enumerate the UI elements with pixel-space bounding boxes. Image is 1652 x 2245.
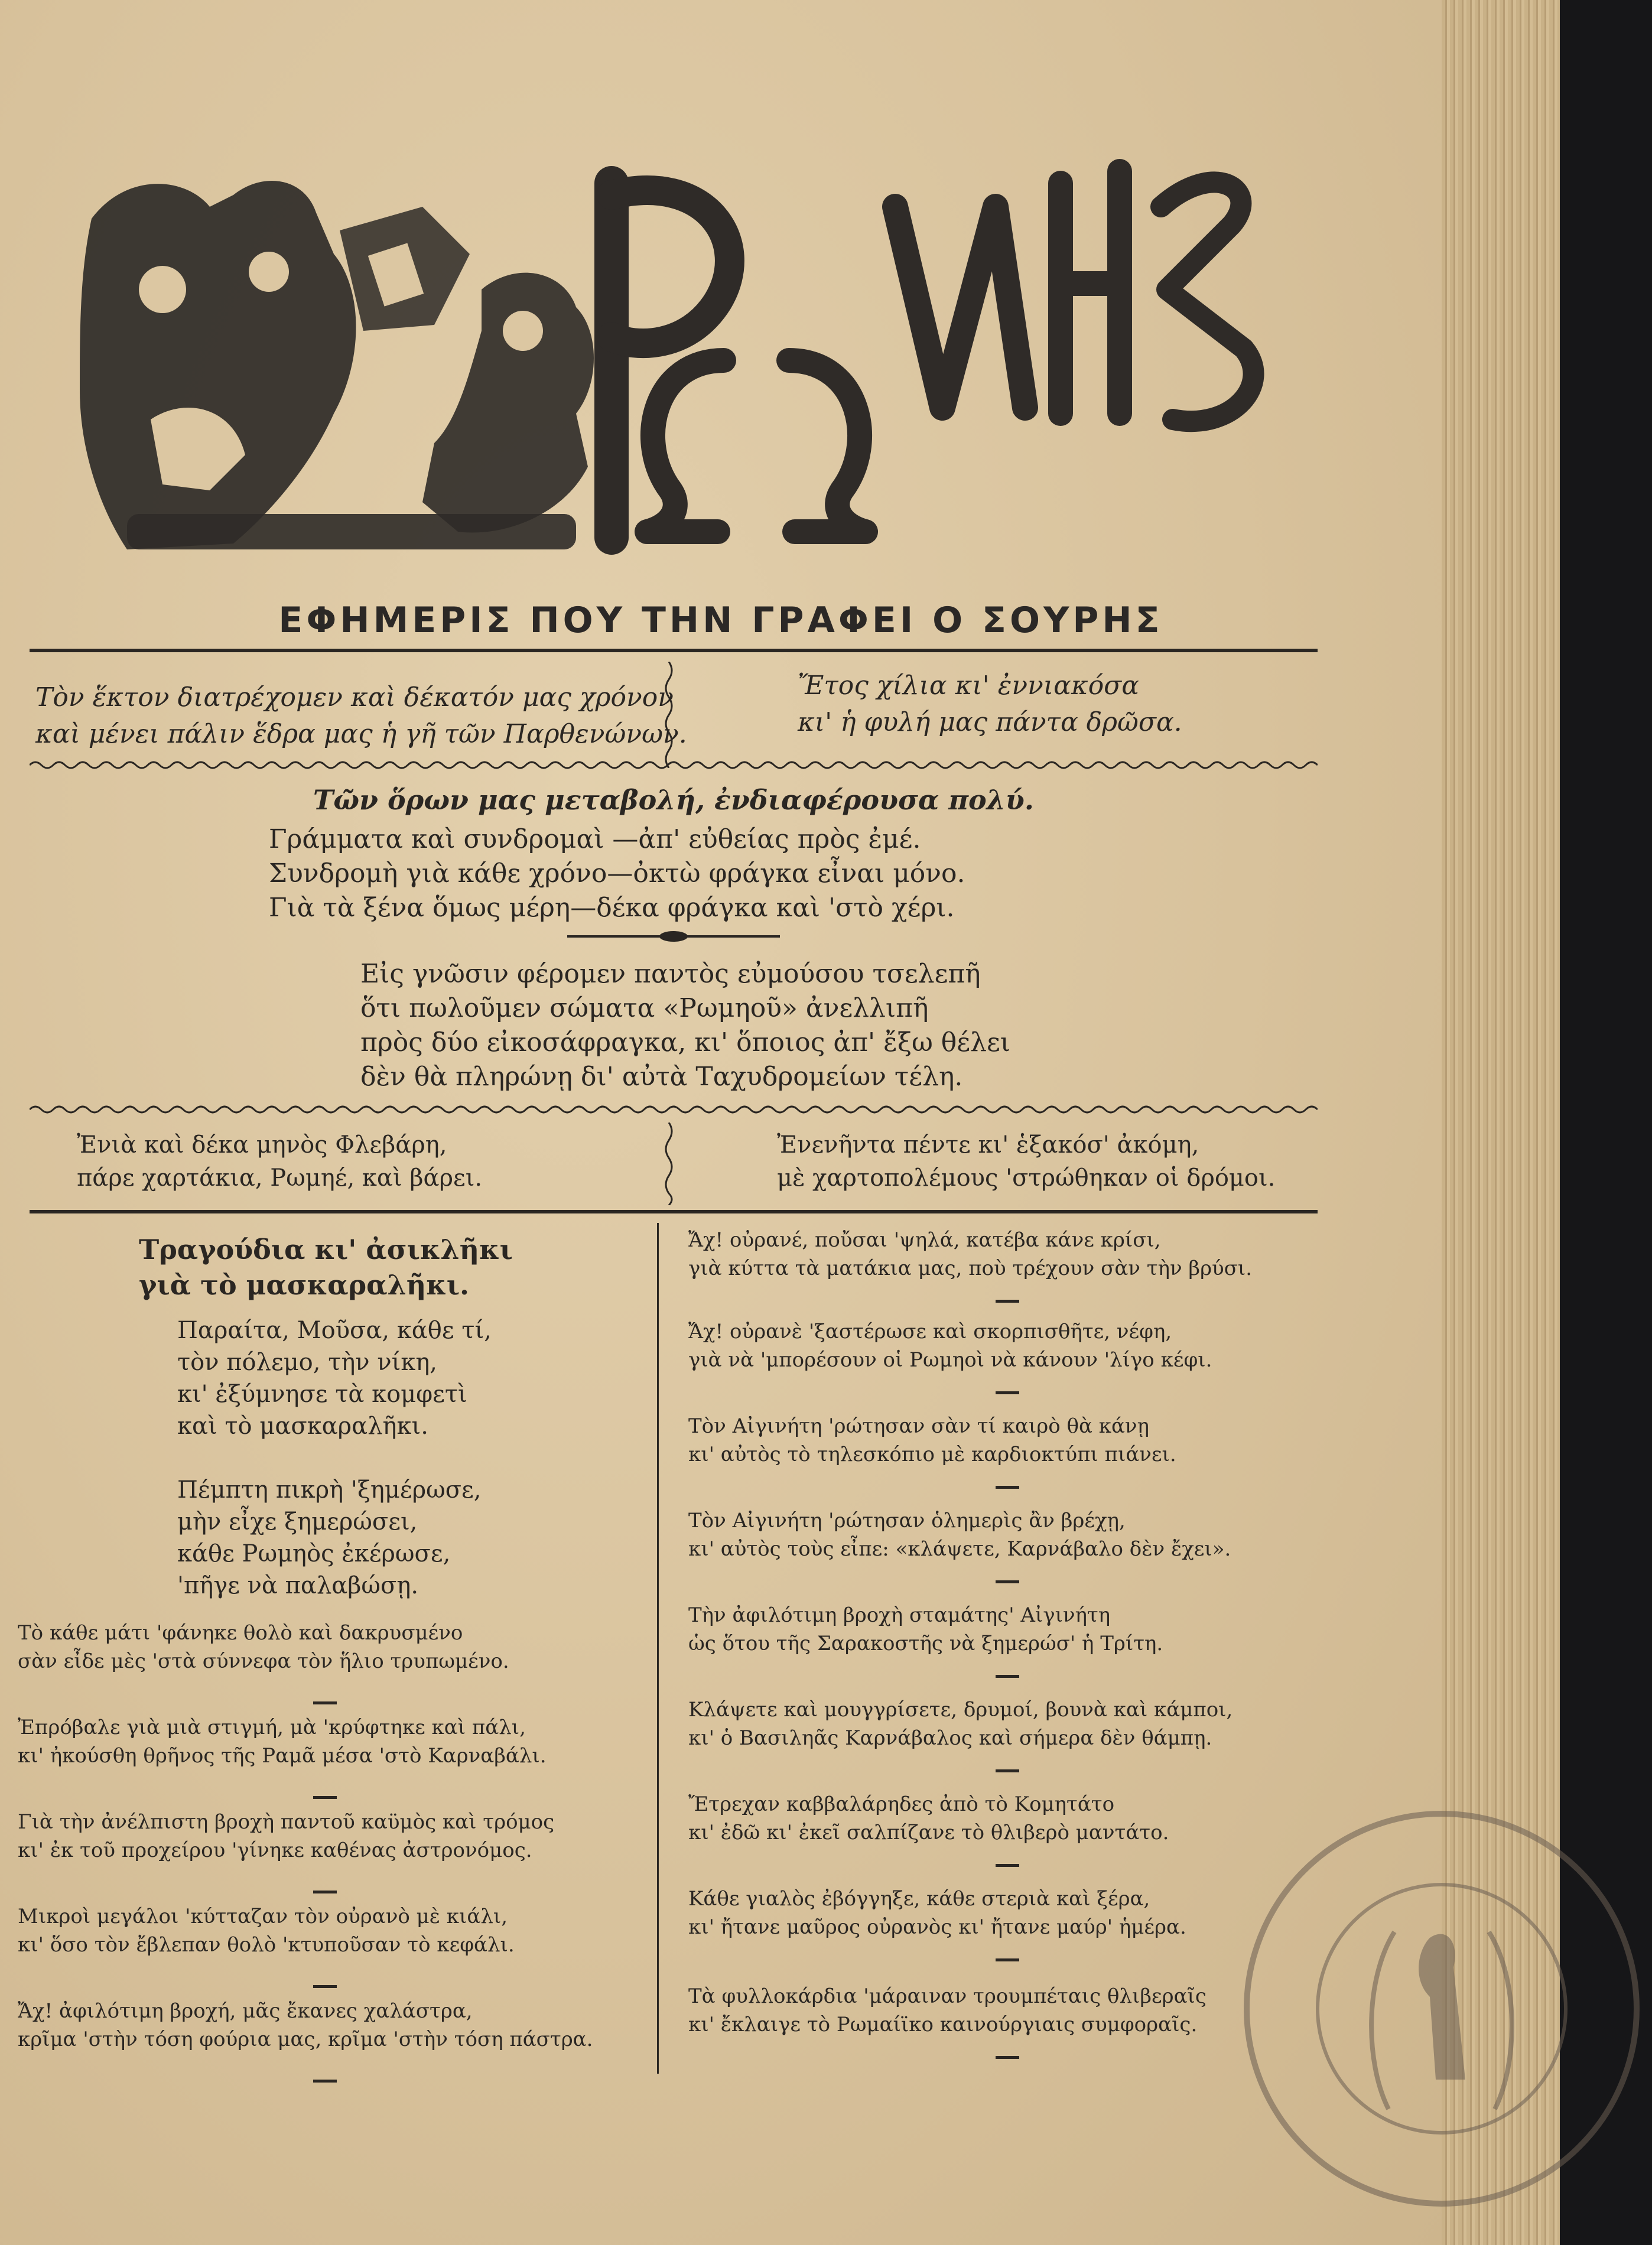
couplet	[18, 1713, 547, 1770]
verse-line: κι' ἐκ τοῦ προχείρου 'γίνηκε καθένας ἀστρονόμος.	[18, 1839, 532, 1862]
vertical-divider	[662, 1122, 676, 1205]
verse-line: 'πῆγε νὰ παλαβώσῃ.	[177, 1572, 419, 1599]
separator-dash	[996, 1864, 1019, 1867]
separator-dash	[996, 1958, 1019, 1961]
notice-line: δὲν θὰ πληρώνῃ δι' αὐτὰ Ταχυδρομείων τέλη.	[360, 1062, 963, 1092]
verse-line: Ἄχ! ἀφιλότιμη βροχή, μᾶς ἔκανες χαλάστρα,	[18, 1999, 473, 2023]
motto-left	[35, 679, 687, 753]
couplet	[688, 1790, 1169, 1847]
verse-line: Τὰ φυλλοκάρδια 'μάραιναν τρουμπέταις θλιβεραῖς	[688, 1984, 1207, 2008]
verse-line: κι' αὐτὸς τὸ τηλεσκόπιο μὲ καρδιοκτύπι πιάνει.	[688, 1443, 1176, 1466]
couplet	[688, 1601, 1163, 1658]
verse-line: Πέμπτη πικρὴ 'ξημέρωσε,	[177, 1476, 482, 1504]
couplet	[18, 1902, 515, 1959]
verse-line: Ἐπρόβαλε γιὰ μιὰ στιγμή, μὰ 'κρύφτηκε καὶ πάλι,	[18, 1716, 526, 1739]
verse-line: κι' ἐξύμνησε τὰ κομφετὶ	[177, 1381, 467, 1408]
column-divider	[657, 1223, 659, 2074]
verse-line: κι' ἔκλαιγε τὸ Ρωμαίϊκο καινούργιαις συμφοραῖς.	[688, 2013, 1198, 2036]
couplet	[688, 1226, 1252, 1283]
verse-line: σὰν εἶδε μὲς 'στὰ σύννεφα τὸν ἥλιο τρυπωμένο.	[18, 1649, 509, 1673]
library-stamp	[1235, 1802, 1648, 2215]
couplet	[688, 1982, 1207, 2039]
verse-line: Κλάψετε καὶ μουγγρίσετε, δρυμοί, βουνὰ καὶ κάμποι,	[688, 1698, 1233, 1722]
separator-dash	[996, 1391, 1019, 1394]
couplet	[688, 1885, 1186, 1941]
terms-line: Γιὰ τὰ ξένα ὅμως μέρη—δέκα φράγκα καὶ 'στὸ χέρι.	[269, 893, 955, 923]
verse-line: Ἄχ! οὐρανὲ 'ξαστέρωσε καὶ σκορπισθῆτε, νέφη,	[688, 1320, 1172, 1343]
poem-title	[139, 1232, 513, 1303]
separator-dash	[996, 2056, 1019, 2059]
notice-line: ὅτι πωλοῦμεν σώματα «Ρωμηοῦ» ἀνελλιπῆ	[360, 993, 929, 1023]
separator-dash	[996, 1486, 1019, 1489]
verse-line: κι' ἠκούσθη θρῆνος τῆς Ραμᾶ μέσα 'στὸ Καρναβάλι.	[18, 1744, 547, 1768]
separator-dash	[996, 1300, 1019, 1303]
verse-line: καὶ τὸ μασκαραλῆκι.	[177, 1413, 428, 1440]
verse-line: κι' ὁ Βασιληᾶς Καρνάβαλος καὶ σήμερα δὲν θάμπῃ.	[688, 1726, 1212, 1750]
verse-line: Τὴν ἀφιλότιμη βροχὴ σταμάτης' Αἰγινήτη	[688, 1603, 1111, 1627]
wavy-rule	[30, 759, 1318, 771]
rule	[30, 1210, 1318, 1213]
poem-title-line: γιὰ τὸ μασκαραλῆκι.	[139, 1269, 469, 1301]
verse-line: γιὰ κύττα τὰ ματάκια μας, ποὺ τρέχουν σὰν τὴν βρύσι.	[688, 1257, 1253, 1280]
verse-line: κι' ἐδῶ κι' ἐκεῖ σαλπίζανε τὸ θλιβερὸ μαντάτο.	[688, 1821, 1169, 1844]
separator-dash	[996, 1580, 1019, 1583]
terms-list	[269, 822, 965, 925]
motto-left-line: καὶ μένει πάλιν ἕδρα μας ἡ γῆ τῶν Παρθενώνων.	[35, 719, 687, 749]
verse-line: ὡς ὅτου τῆς Σαρακοστῆς νὰ ξημερώσ' ἡ Τρίτη.	[688, 1632, 1163, 1655]
wavy-rule	[30, 1104, 1318, 1115]
date-right	[777, 1128, 1275, 1195]
poem-stanza	[177, 1474, 481, 1602]
verse-line: κι' ὅσο τὸν ἔβλεπαν θολὸ 'κτυποῦσαν τὸ κεφάλι.	[18, 1933, 515, 1957]
couplet	[688, 1317, 1212, 1374]
separator-dash	[313, 1891, 337, 1893]
masthead-logo	[56, 136, 1273, 573]
verse-line: μὴν εἶχε ξημερώσει,	[177, 1508, 418, 1535]
verse-line: Ἔτρεχαν καββαλάρηδες ἀπὸ τὸ Κομητάτο	[688, 1792, 1115, 1816]
terms-line: Γράμματα καὶ συνδρομαὶ —ἀπ' εὐθείας πρὸς ἐμέ.	[269, 824, 921, 854]
verse-line: Παραίτα, Μοῦσα, κάθε τί,	[177, 1317, 492, 1344]
verse-line: κι' ἤτανε μαῦρος οὐρανὸς κι' ἤτανε μαύρ' ἡμέρα.	[688, 1915, 1186, 1939]
date-left-line: πάρε χαρτάκια, Ρωμηέ, καὶ βάρει.	[77, 1164, 483, 1192]
verse-line: Τὸν Αἰγινήτη 'ρώτησαν σὰν τί καιρὸ θὰ κάνῃ	[688, 1414, 1149, 1438]
couplet	[688, 1507, 1231, 1563]
verse-line: Ἄχ! οὐρανέ, ποὔσαι 'ψηλά, κατέβα κάνε κρίσι,	[688, 1228, 1161, 1252]
separator-dash	[313, 1701, 337, 1704]
verse-line: κάθε Ρωμηὸς ἐκέρωσε,	[177, 1540, 451, 1567]
verse-line: Τὸν Αἰγινήτη 'ρώτησαν ὁλημερὶς ἂν βρέχῃ,	[688, 1509, 1126, 1533]
date-left-line: Ἐνιὰ καὶ δέκα μηνὸς Φλεβάρη,	[77, 1131, 447, 1159]
motto-right-line: Ἔτος χίλια κι' ἐννιακόσα	[798, 671, 1139, 701]
notice-line: Εἰς γνῶσιν φέρομεν παντὸς εὐμούσου τσελεπῆ	[360, 959, 981, 989]
couplet	[18, 1808, 554, 1865]
motto-right	[798, 668, 1182, 741]
separator-dash	[313, 2080, 337, 2083]
vertical-divider	[662, 662, 676, 768]
motto-right-line: κι' ἡ φυλή μας πάντα δρῶσα.	[798, 707, 1182, 737]
couplet	[688, 1696, 1233, 1752]
notice	[360, 957, 1010, 1094]
verse-line: τὸν πόλεμο, τὴν νίκη,	[177, 1349, 437, 1376]
poem-stanza	[177, 1315, 492, 1442]
date-right-line: Ἐνενῆντα πέντε κι' ἑξακόσ' ἀκόμη,	[777, 1131, 1199, 1159]
date-right-line: μὲ χαρτοπολέμους 'στρώθηκαν οἱ δρόμοι.	[777, 1164, 1276, 1192]
motto-left-line: Τὸν ἕκτον διατρέχομεν καὶ δέκατόν μας χρόνον	[35, 682, 674, 712]
couplet	[18, 1997, 593, 2054]
verse-line: κρῖμα 'στὴν τόση φούρια μας, κρῖμα 'στὴν τόση πάστρα.	[18, 2028, 593, 2051]
date-left	[77, 1128, 482, 1195]
notice-line: πρὸς δύο εἰκοσάφραγκα, κι' ὅποιος ἀπ' ἔξω θέλει	[360, 1027, 1011, 1058]
verse-line: Κάθε γιαλὸς ἐβόγγηξε, κάθε στεριὰ καὶ ξέρα,	[688, 1887, 1150, 1911]
separator-dash	[996, 1675, 1019, 1678]
verse-line: Γιὰ τὴν ἀνέλπιστη βροχὴ παντοῦ καϋμὸς καὶ τρόμος	[18, 1810, 555, 1834]
terms-line: Συνδρομὴ γιὰ κάθε χρόνο—ὀκτὼ φράγκα εἶναι μόνο.	[269, 858, 965, 889]
rule	[30, 649, 1318, 652]
poem-title-line: Τραγούδια κι' ἀσικλῆκι	[139, 1234, 513, 1265]
terms-heading: Τῶν ὅρων μας μεταβολή, ἐνδιαφέρουσα πολύ.	[313, 784, 1034, 816]
verse-line: Μικροὶ μεγάλοι 'κύτταζαν τὸν οὐρανὸ μὲ κιάλι,	[18, 1905, 508, 1928]
couplet	[18, 1619, 509, 1675]
separator-dash	[996, 1769, 1019, 1772]
verse-line: κι' αὐτὸς τοὺς εἶπε: «κλάψετε, Καρνάβαλο δὲν ἔχει».	[688, 1537, 1231, 1561]
ornament-divider	[567, 928, 780, 945]
separator-dash	[313, 1796, 337, 1799]
separator-dash	[313, 1985, 337, 1988]
couplet	[688, 1412, 1176, 1469]
masthead-subtitle: ΕΦΗΜΕΡΙΣ ΠΟΥ ΤΗΝ ΓΡΑΦΕΙ Ο ΣΟΥΡΗΣ	[278, 600, 1163, 641]
verse-line: γιὰ νὰ 'μπορέσουν οἱ Ρωμηοὶ νὰ κάνουν 'λίγο κέφι.	[688, 1348, 1212, 1372]
verse-line: Τὸ κάθε μάτι 'φάνηκε θολὸ καὶ δακρυσμένο	[18, 1621, 463, 1645]
